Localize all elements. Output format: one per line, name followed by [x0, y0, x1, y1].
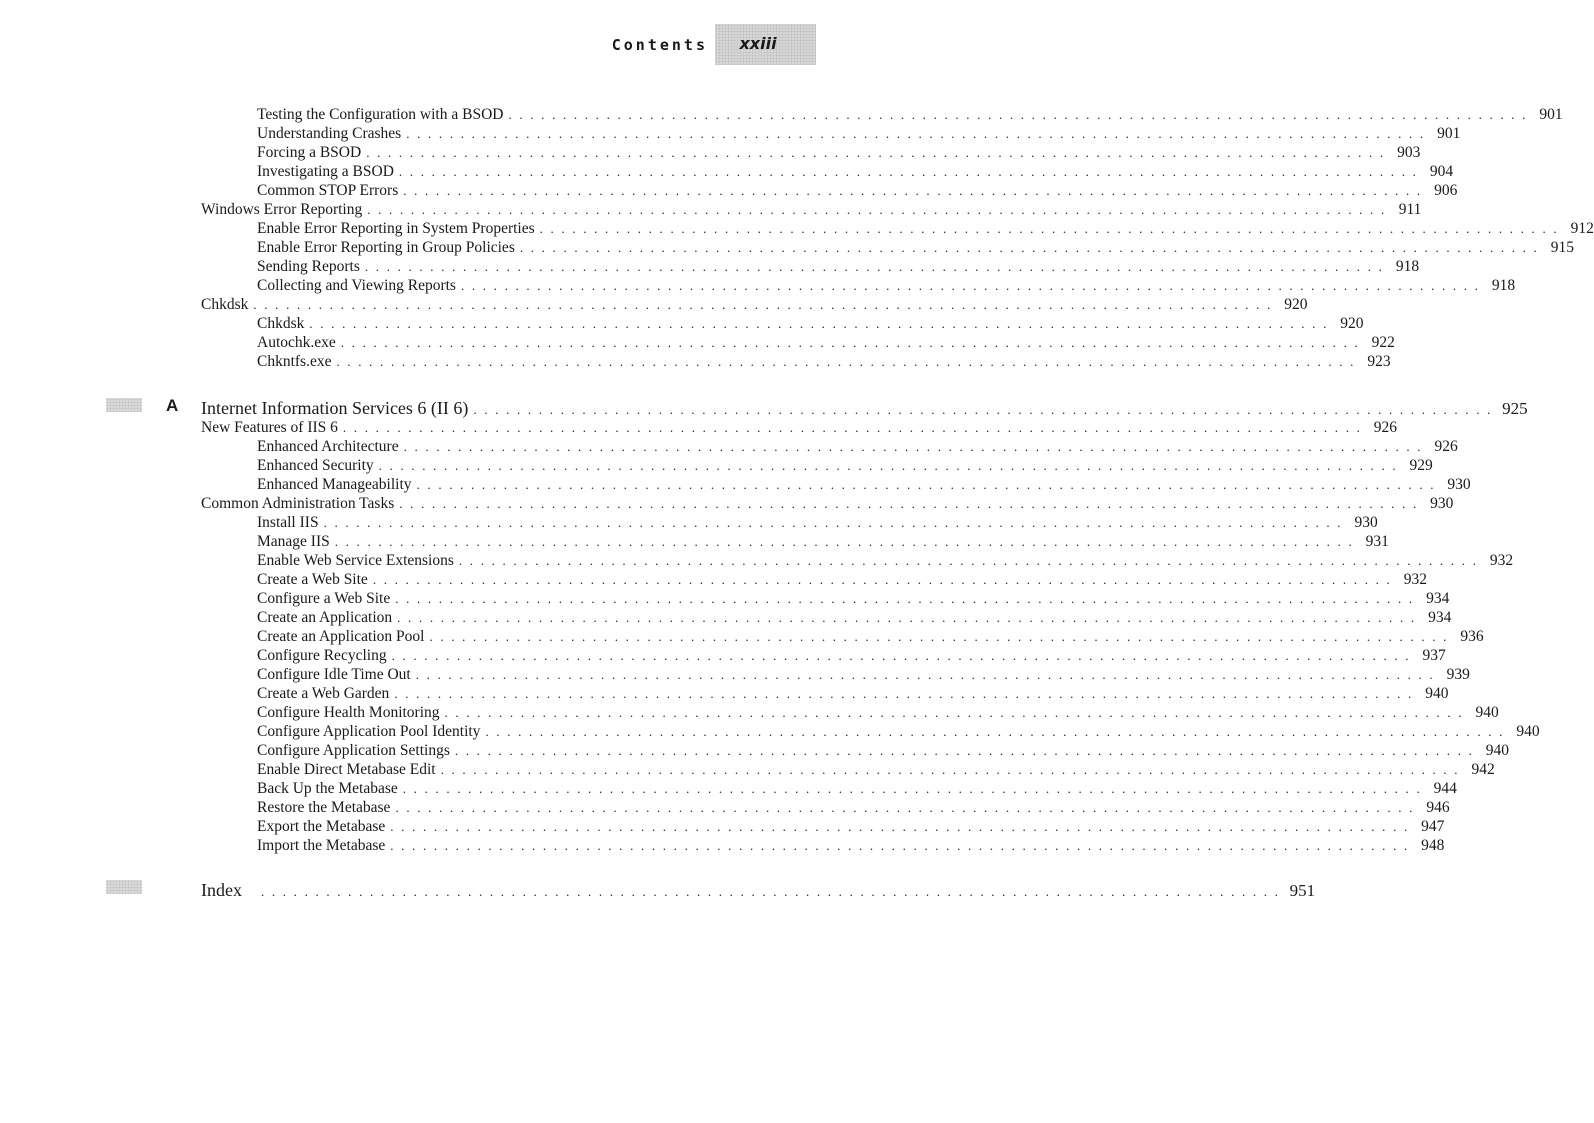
entry-title: Enable Error Reporting in Group Policies — [257, 239, 515, 256]
dot-leader: . . . . . . . . . . . . . . . . . . . . . . . . . . . . . . . . . . . . . . . . . . . . . . . . . . . . . . . . . . . . . . . . . . . . . . . . . . . . . . . . . . . . . . . . . . . . . . — [395, 800, 1415, 815]
entry-page-number: 934 — [1428, 609, 1452, 626]
dot-leader: . . . . . . . . . . . . . . . . . . . . . . . . . . . . . . . . . . . . . . . . . . . . . . . . . . . . . . . . . . . . . . . . . . . . . . . . . . . . . . . . . . . . . . . . . . . . . . — [342, 420, 1363, 435]
entry-page-number: 920 — [1340, 315, 1364, 332]
toc-entry[interactable] — [257, 646, 1446, 665]
toc-entry[interactable] — [257, 219, 1594, 238]
dot-leader: . . . . . . . . . . . . . . . . . . . . . . . . . . . . . . . . . . . . . . . . . . . . . . . . . . . . . . . . . . . . . . . . . . . . . . . . . . . . . . . . . . . . . . . . . . . . . . — [458, 553, 1479, 568]
entry-title: Testing the Configuration with a BSOD — [257, 106, 504, 123]
toc-entry[interactable] — [257, 143, 1421, 162]
toc-entry[interactable] — [257, 333, 1395, 352]
entry-page-number: 930 — [1447, 476, 1471, 493]
dot-leader: . . . . . . . . . . . . . . . . . . . . . . . . . . . . . . . . . . . . . . . . . . . . . . . . . . . . . . . . . . . . . . . . . . . . . . . . . . . . . . . . . . . . . . . . . . . . . . — [394, 686, 1414, 701]
entry-title: Create an Application Pool — [257, 628, 425, 645]
entry-page-number: 912 — [1570, 220, 1594, 237]
entry-title: Manage IIS — [257, 533, 330, 550]
toc-entry[interactable] — [257, 257, 1420, 276]
dot-leader: . . . . . . . . . . . . . . . . . . . . . . . . . . . . . . . . . . . . . . . . . . . . . . . . . . . . . . . . . . . . . . . . . . . . . . . . . . . . . . . . . . . . . . . . . . . . . . — [429, 629, 1449, 644]
entry-title: Sending Reports — [257, 258, 360, 275]
toc-entry[interactable] — [257, 760, 1495, 779]
toc-entry[interactable] — [257, 352, 1391, 371]
entry-page-number: 934 — [1426, 590, 1450, 607]
toc-entry[interactable] — [201, 295, 1308, 314]
entry-page-number: 946 — [1426, 799, 1450, 816]
dot-leader: . . . . . . . . . . . . . . . . . . . . . . . . . . . . . . . . . . . . . . . . . . . . . . . . . . . . . . . . . . . . . . . . . . . . . . . . . . . . . . . . . . . . . . . . . . . . . . — [460, 278, 1481, 293]
entry-title: Configure Application Settings — [257, 742, 450, 759]
toc-entry[interactable] — [257, 608, 1452, 627]
dot-leader: . . . . . . . . . . . . . . . . . . . . . . . . . . . . . . . . . . . . . . . . . . . . . . . . . . . . . . . . . . . . . . . . . . . . . . . . . . . . . . . . . . . . . . . . . . . . . . — [260, 884, 1281, 899]
entry-title: Enable Error Reporting in System Properties — [257, 220, 535, 237]
appendix-margin-tab — [106, 398, 142, 412]
toc-entry[interactable] — [257, 124, 1461, 143]
dot-leader: . . . . . . . . . . . . . . . . . . . . . . . . . . . . . . . . . . . . . . . . . . . . . . . . . . . . . . . . . . . . . . . . . . . . . . . . . . . . . . . . . . . . . . . . . . . . . . — [323, 515, 1343, 530]
entry-title: New Features of IIS 6 — [201, 419, 338, 436]
entry-title: Export the Metabase — [257, 818, 386, 835]
dot-leader: . . . . . . . . . . . . . . . . . . . . . . . . . . . . . . . . . . . . . . . . . . . . . . . . . . . . . . . . . . . . . . . . . . . . . . . . . . . . . . . . . . . . . . . . . . . . . . — [334, 534, 1354, 549]
appendix-letter: A — [166, 396, 179, 415]
page-number: xxiii — [739, 34, 777, 53]
entry-title: Common Administration Tasks — [201, 495, 395, 512]
entry-title: Enable Web Service Extensions — [257, 552, 454, 569]
entry-page-number: 904 — [1429, 163, 1454, 180]
dot-leader: . . . . . . . . . . . . . . . . . . . . . . . . . . . . . . . . . . . . . . . . . . . . . . . . . . . . . . . . . . . . . . . . . . . . . . . . . . . . . . . . . . . . . . . . . . . . . . — [416, 477, 1436, 492]
index-margin-tab — [106, 880, 142, 894]
entry-title: Investigating a BSOD — [257, 163, 394, 180]
entry-page-number: 901 — [1539, 106, 1563, 123]
entry-title: Chkdsk — [257, 315, 305, 332]
dot-leader: . . . . . . . . . . . . . . . . . . . . . . . . . . . . . . . . . . . . . . . . . . . . . . . . . . . . . . . . . . . . . . . . . . . . . . . . . . . . . . . . . . . . . . . . . . . . . . — [309, 316, 1329, 331]
entry-page-number: 911 — [1398, 201, 1422, 218]
dot-leader: . . . . . . . . . . . . . . . . . . . . . . . . . . . . . . . . . . . . . . . . . . . . . . . . . . . . . . . . . . . . . . . . . . . . . . . . . . . . . . . . . . . . . . . . . . . . . . — [485, 724, 1505, 739]
entry-page-number: 903 — [1397, 144, 1421, 161]
toc-chapter-entry[interactable] — [201, 396, 1528, 420]
dot-leader: . . . . . . . . . . . . . . . . . . . . . . . . . . . . . . . . . . . . . . . . . . . . . . . . . . . . . . . . . . . . . . . . . . . . . . . . . . . . . . . . . . . . . . . . . . . . . . — [378, 458, 1398, 473]
toc-entry[interactable] — [257, 513, 1378, 532]
toc-entry[interactable] — [257, 589, 1450, 608]
entry-page-number: 918 — [1491, 277, 1516, 294]
entry-title: Autochk.exe — [257, 334, 336, 351]
dot-leader: . . . . . . . . . . . . . . . . . . . . . . . . . . . . . . . . . . . . . . . . . . . . . . . . . . . . . . . . . . . . . . . . . . . . . . . . . . . . . . . . . . . . . . . . . . . . . . — [403, 439, 1423, 454]
dot-leader: . . . . . . . . . . . . . . . . . . . . . . . . . . . . . . . . . . . . . . . . . . . . . . . . . . . . . . . . . . . . . . . . . . . . . . . . . . . . . . . . . . . . . . . . . . . . . . — [366, 145, 1386, 160]
entry-page-number: 940 — [1516, 723, 1540, 740]
entry-page-number: 915 — [1550, 239, 1575, 256]
dot-leader: . . . . . . . . . . . . . . . . . . . . . . . . . . . . . . . . . . . . . . . . . . . . . . . . . . . . . . . . . . . . . . . . . . . . . . . . . . . . . . . . . . . . . . . . . . . . . . — [444, 705, 1464, 720]
toc-entry[interactable] — [257, 570, 1427, 589]
toc-entry[interactable] — [257, 181, 1458, 200]
dot-leader: . . . . . . . . . . . . . . . . . . . . . . . . . . . . . . . . . . . . . . . . . . . . . . . . . . . . . . . . . . . . . . . . . . . . . . . . . . . . . . . . . . . . . . . . . . . . . . — [253, 297, 1273, 312]
toc-entry[interactable] — [257, 741, 1510, 760]
entry-page-number: 939 — [1446, 666, 1470, 683]
index-title: Index — [201, 880, 242, 900]
entry-title: Configure Recycling — [257, 647, 387, 664]
chapter-title: Internet Information Services 6 (II 6) — [201, 398, 469, 418]
dot-leader: . . . . . . . . . . . . . . . . . . . . . . . . . . . . . . . . . . . . . . . . . . . . . . . . . . . . . . . . . . . . . . . . . . . . . . . . . . . . . . . . . . . . . . . . . . . . . . — [519, 240, 1540, 255]
entry-page-number: 920 — [1284, 296, 1308, 313]
dot-leader: . . . . . . . . . . . . . . . . . . . . . . . . . . . . . . . . . . . . . . . . . . . . . . . . . . . . . . . . . . . . . . . . . . . . . . . . . . . . . . . . . . . . . . . . . . . . . . — [395, 591, 1415, 606]
toc-entry[interactable] — [201, 494, 1454, 513]
toc-entry[interactable] — [257, 238, 1575, 257]
dot-leader: . . . . . . . . . . . . . . . . . . . . . . . . . . . . . . . . . . . . . . . . . . . . . . . . . . . . . . . . . . . . . . . . . . . . . . . . . . . . . . . . . . . . . . . . . . . . . . — [340, 335, 1360, 350]
toc-entry[interactable] — [257, 798, 1450, 817]
entry-page-number: 944 — [1433, 780, 1457, 797]
toc-entry[interactable] — [257, 779, 1457, 798]
entry-title: Configure Idle Time Out — [257, 666, 411, 683]
entry-title: Collecting and Viewing Reports — [257, 277, 456, 294]
toc-entry[interactable] — [257, 532, 1389, 551]
toc-entry[interactable] — [257, 437, 1458, 456]
entry-page-number: 940 — [1485, 742, 1510, 759]
entry-title: Create a Web Garden — [257, 685, 390, 702]
dot-leader: . . . . . . . . . . . . . . . . . . . . . . . . . . . . . . . . . . . . . . . . . . . . . . . . . . . . . . . . . . . . . . . . . . . . . . . . . . . . . . . . . . . . . . . . . . . . . . — [391, 648, 1411, 663]
entry-title: Enhanced Architecture — [257, 438, 399, 455]
entry-page-number: 930 — [1354, 514, 1378, 531]
entry-title: Common STOP Errors — [257, 182, 399, 199]
dot-leader: . . . . . . . . . . . . . . . . . . . . . . . . . . . . . . . . . . . . . . . . . . . . . . . . . . . . . . . . . . . . . . . . . . . . . . . . . . . . . . . . . . . . . . . . . . . . . . — [440, 762, 1460, 777]
toc-entry[interactable] — [201, 200, 1422, 219]
entry-title: Configure a Web Site — [257, 590, 391, 607]
index-page-number: 951 — [1289, 881, 1316, 900]
entry-page-number: 926 — [1434, 438, 1458, 455]
entry-page-number: 936 — [1460, 628, 1484, 645]
toc-entry[interactable] — [257, 475, 1471, 494]
entry-page-number: 940 — [1475, 704, 1499, 721]
toc-entry[interactable] — [257, 703, 1499, 722]
toc-entry[interactable] — [257, 162, 1454, 181]
dot-leader: . . . . . . . . . . . . . . . . . . . . . . . . . . . . . . . . . . . . . . . . . . . . . . . . . . . . . . . . . . . . . . . . . . . . . . . . . . . . . . . . . . . . . . . . . . . . . . — [454, 743, 1475, 758]
entry-title: Chkntfs.exe — [257, 353, 332, 370]
entry-page-number: 918 — [1395, 258, 1420, 275]
entry-page-number: 929 — [1409, 457, 1433, 474]
entry-page-number: 942 — [1471, 761, 1495, 778]
dot-leader: . . . . . . . . . . . . . . . . . . . . . . . . . . . . . . . . . . . . . . . . . . . . . . . . . . . . . . . . . . . . . . . . . . . . . . . . . . . . . . . . . . . . . . . . . . . . . . — [508, 107, 1528, 122]
dot-leader: . . . . . . . . . . . . . . . . . . . . . . . . . . . . . . . . . . . . . . . . . . . . . . . . . . . . . . . . . . . . . . . . . . . . . . . . . . . . . . . . . . . . . . . . . . . . . . — [372, 572, 1392, 587]
entry-title: Enhanced Manageability — [257, 476, 412, 493]
entry-page-number: 906 — [1434, 182, 1458, 199]
entry-title: Restore the Metabase — [257, 799, 391, 816]
dot-leader: . . . . . . . . . . . . . . . . . . . . . . . . . . . . . . . . . . . . . . . . . . . . . . . . . . . . . . . . . . . . . . . . . . . . . . . . . . . . . . . . . . . . . . . . . . . . . . — [539, 221, 1559, 236]
toc-entry[interactable] — [257, 314, 1364, 333]
entry-title: Create a Web Site — [257, 571, 368, 588]
dot-leader: . . . . . . . . . . . . . . . . . . . . . . . . . . . . . . . . . . . . . . . . . . . . . . . . . . . . . . . . . . . . . . . . . . . . . . . . . . . . . . . . . . . . . . . . . . . . . . — [336, 354, 1356, 369]
dot-leader: . . . . . . . . . . . . . . . . . . . . . . . . . . . . . . . . . . . . . . . . . . . . . . . . . . . . . . . . . . . . . . . . . . . . . . . . . . . . . . . . . . . . . . . . . . . . . . — [406, 126, 1426, 141]
toc-entry[interactable] — [201, 418, 1398, 437]
entry-title: Chkdsk — [201, 296, 249, 313]
toc-entry[interactable] — [257, 817, 1445, 836]
toc-entry[interactable] — [257, 684, 1449, 703]
toc-entry[interactable] — [257, 105, 1563, 124]
dot-leader: . . . . . . . . . . . . . . . . . . . . . . . . . . . . . . . . . . . . . . . . . . . . . . . . . . . . . . . . . . . . . . . . . . . . . . . . . . . . . . . . . . . . . . . . . . . . . . — [473, 402, 1493, 417]
entry-title: Forcing a BSOD — [257, 144, 362, 161]
entry-page-number: 932 — [1403, 571, 1427, 588]
toc-entry[interactable] — [257, 456, 1433, 475]
toc-entry[interactable] — [257, 836, 1445, 855]
entry-title: Create an Application — [257, 609, 393, 626]
entry-title: Back Up the Metabase — [257, 780, 398, 797]
entry-title: Understanding Crashes — [257, 125, 402, 142]
entry-page-number: 923 — [1367, 353, 1391, 370]
entry-title: Import the Metabase — [257, 837, 386, 854]
dot-leader: . . . . . . . . . . . . . . . . . . . . . . . . . . . . . . . . . . . . . . . . . . . . . . . . . . . . . . . . . . . . . . . . . . . . . . . . . . . . . . . . . . . . . . . . . . . . . . — [390, 838, 1410, 853]
toc-index-entry[interactable] — [201, 878, 1316, 902]
entry-page-number: 932 — [1489, 552, 1514, 569]
running-header: Contents — [611, 36, 708, 54]
dot-leader: . . . . . . . . . . . . . . . . . . . . . . . . . . . . . . . . . . . . . . . . . . . . . . . . . . . . . . . . . . . . . . . . . . . . . . . . . . . . . . . . . . . . . . . . . . . . . . — [397, 610, 1417, 625]
dot-leader: . . . . . . . . . . . . . . . . . . . . . . . . . . . . . . . . . . . . . . . . . . . . . . . . . . . . . . . . . . . . . . . . . . . . . . . . . . . . . . . . . . . . . . . . . . . . . . — [367, 202, 1387, 217]
entry-page-number: 922 — [1371, 334, 1395, 351]
entry-page-number: 948 — [1421, 837, 1445, 854]
entry-page-number: 947 — [1421, 818, 1445, 835]
dot-leader: . . . . . . . . . . . . . . . . . . . . . . . . . . . . . . . . . . . . . . . . . . . . . . . . . . . . . . . . . . . . . . . . . . . . . . . . . . . . . . . . . . . . . . . . . . . . . . — [402, 781, 1422, 796]
entry-title: Configure Application Pool Identity — [257, 723, 481, 740]
toc-entry[interactable] — [257, 627, 1484, 646]
dot-leader: . . . . . . . . . . . . . . . . . . . . . . . . . . . . . . . . . . . . . . . . . . . . . . . . . . . . . . . . . . . . . . . . . . . . . . . . . . . . . . . . . . . . . . . . . . . . . . — [415, 667, 1435, 682]
toc-entry[interactable] — [257, 276, 1516, 295]
entry-title: Install IIS — [257, 514, 319, 531]
toc-entry[interactable] — [257, 665, 1470, 684]
toc-entry[interactable] — [257, 722, 1540, 741]
entry-page-number: 930 — [1430, 495, 1454, 512]
entry-title: Configure Health Monitoring — [257, 704, 440, 721]
dot-leader: . . . . . . . . . . . . . . . . . . . . . . . . . . . . . . . . . . . . . . . . . . . . . . . . . . . . . . . . . . . . . . . . . . . . . . . . . . . . . . . . . . . . . . . . . . . . . . — [390, 819, 1410, 834]
chapter-page-number: 925 — [1502, 399, 1528, 418]
entry-title: Enhanced Security — [257, 457, 374, 474]
dot-leader: . . . . . . . . . . . . . . . . . . . . . . . . . . . . . . . . . . . . . . . . . . . . . . . . . . . . . . . . . . . . . . . . . . . . . . . . . . . . . . . . . . . . . . . . . . . . . . — [399, 496, 1419, 511]
entry-title: Windows Error Reporting — [201, 201, 363, 218]
dot-leader: . . . . . . . . . . . . . . . . . . . . . . . . . . . . . . . . . . . . . . . . . . . . . . . . . . . . . . . . . . . . . . . . . . . . . . . . . . . . . . . . . . . . . . . . . . . . . . — [398, 164, 1419, 179]
entry-page-number: 937 — [1422, 647, 1446, 664]
entry-page-number: 901 — [1437, 125, 1461, 142]
entry-page-number: 926 — [1373, 419, 1398, 436]
dot-leader: . . . . . . . . . . . . . . . . . . . . . . . . . . . . . . . . . . . . . . . . . . . . . . . . . . . . . . . . . . . . . . . . . . . . . . . . . . . . . . . . . . . . . . . . . . . . . . — [364, 259, 1385, 274]
toc-entry[interactable] — [257, 551, 1514, 570]
entry-page-number: 940 — [1425, 685, 1449, 702]
entry-page-number: 931 — [1365, 533, 1389, 550]
entry-title: Enable Direct Metabase Edit — [257, 761, 436, 778]
dot-leader: . . . . . . . . . . . . . . . . . . . . . . . . . . . . . . . . . . . . . . . . . . . . . . . . . . . . . . . . . . . . . . . . . . . . . . . . . . . . . . . . . . . . . . . . . . . . . . — [403, 183, 1423, 198]
